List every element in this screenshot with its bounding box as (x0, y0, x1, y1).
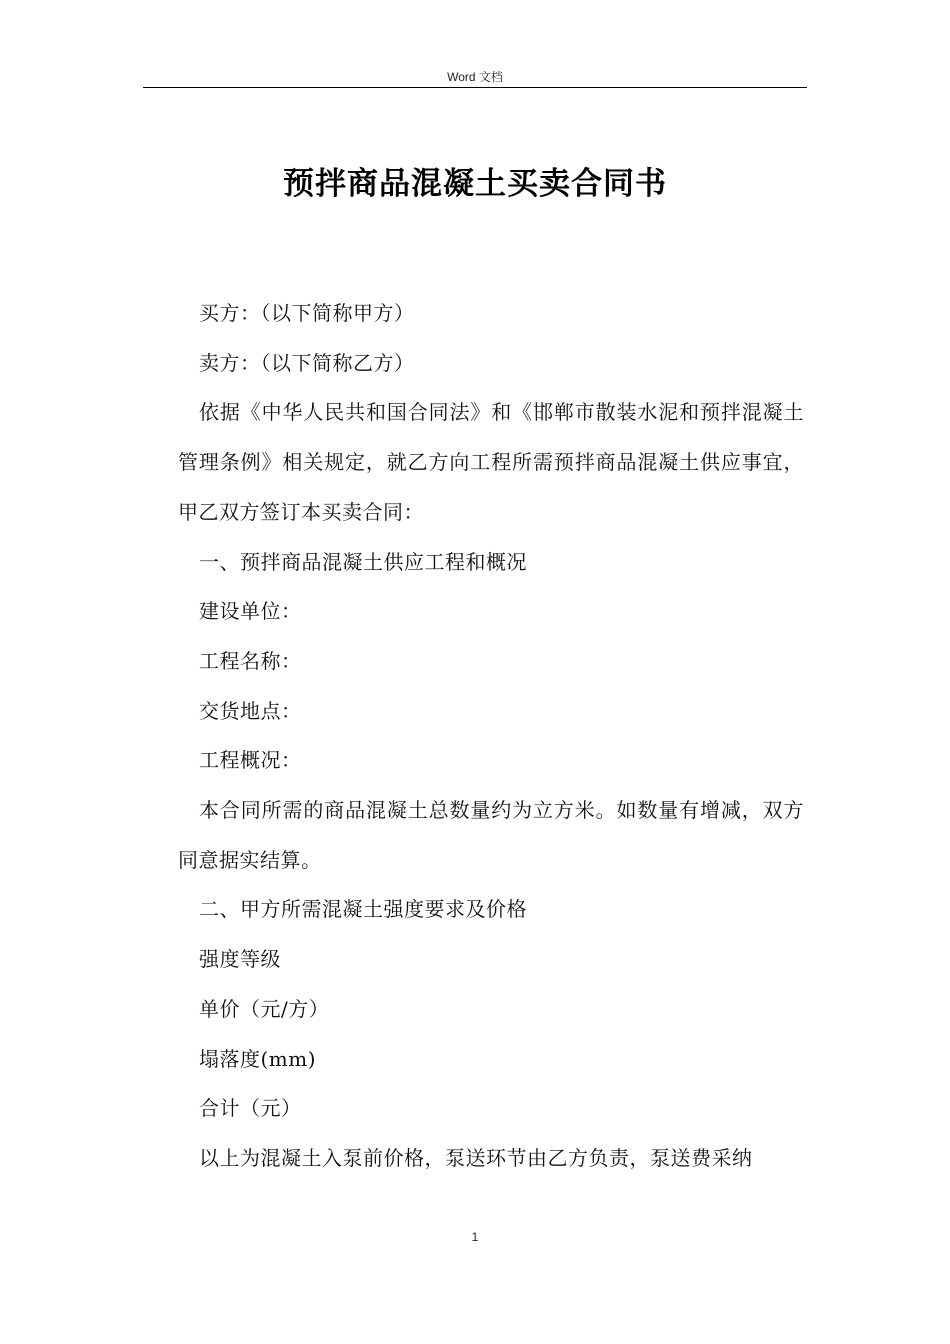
field-project-overview: 工程概况： (199, 748, 302, 773)
paragraph-pump-pricing: 以上为混凝土入泵前价格，泵送环节由乙方负责，泵送费采纳 (199, 1145, 753, 1170)
field-project-name: 工程名称： (199, 648, 302, 673)
field-unit-price: 单价（元/方） (199, 996, 330, 1021)
document-body (178, 289, 804, 1184)
paragraph-basis: 依据《中华人民共和国合同法》和《邯郸市散装水泥和预拌混凝土管理条例》相关规定，就乙方向工程所需预拌商品混凝土供应事宜，甲乙双方签订本买卖合同： (178, 400, 804, 524)
field-strength-grade: 强度等级 (199, 947, 281, 972)
field-total: 合计（元） (199, 1096, 302, 1121)
section-heading-2: 二、甲方所需混凝土强度要求及价格 (199, 897, 527, 922)
page-number: 1 (471, 1230, 479, 1244)
field-delivery-location: 交货地点： (199, 698, 302, 723)
paragraph-seller: 卖方：（以下简称乙方） (199, 350, 415, 375)
document-title: 预拌商品混凝土买卖合同书 (283, 166, 667, 202)
field-slump: 塌落度(mm) (199, 1046, 317, 1071)
paragraph-quantity: 本合同所需的商品混凝土总数量约为立方米。如数量有增减，双方同意据实结算。 (178, 798, 804, 872)
page-header-label: Word 文档 (447, 70, 503, 84)
paragraph-buyer: 买方：（以下简称甲方） (199, 301, 415, 325)
section-heading-1: 一、预拌商品混凝土供应工程和概况 (199, 549, 527, 574)
field-construction-unit: 建设单位： (199, 599, 302, 624)
header-divider (143, 87, 807, 88)
